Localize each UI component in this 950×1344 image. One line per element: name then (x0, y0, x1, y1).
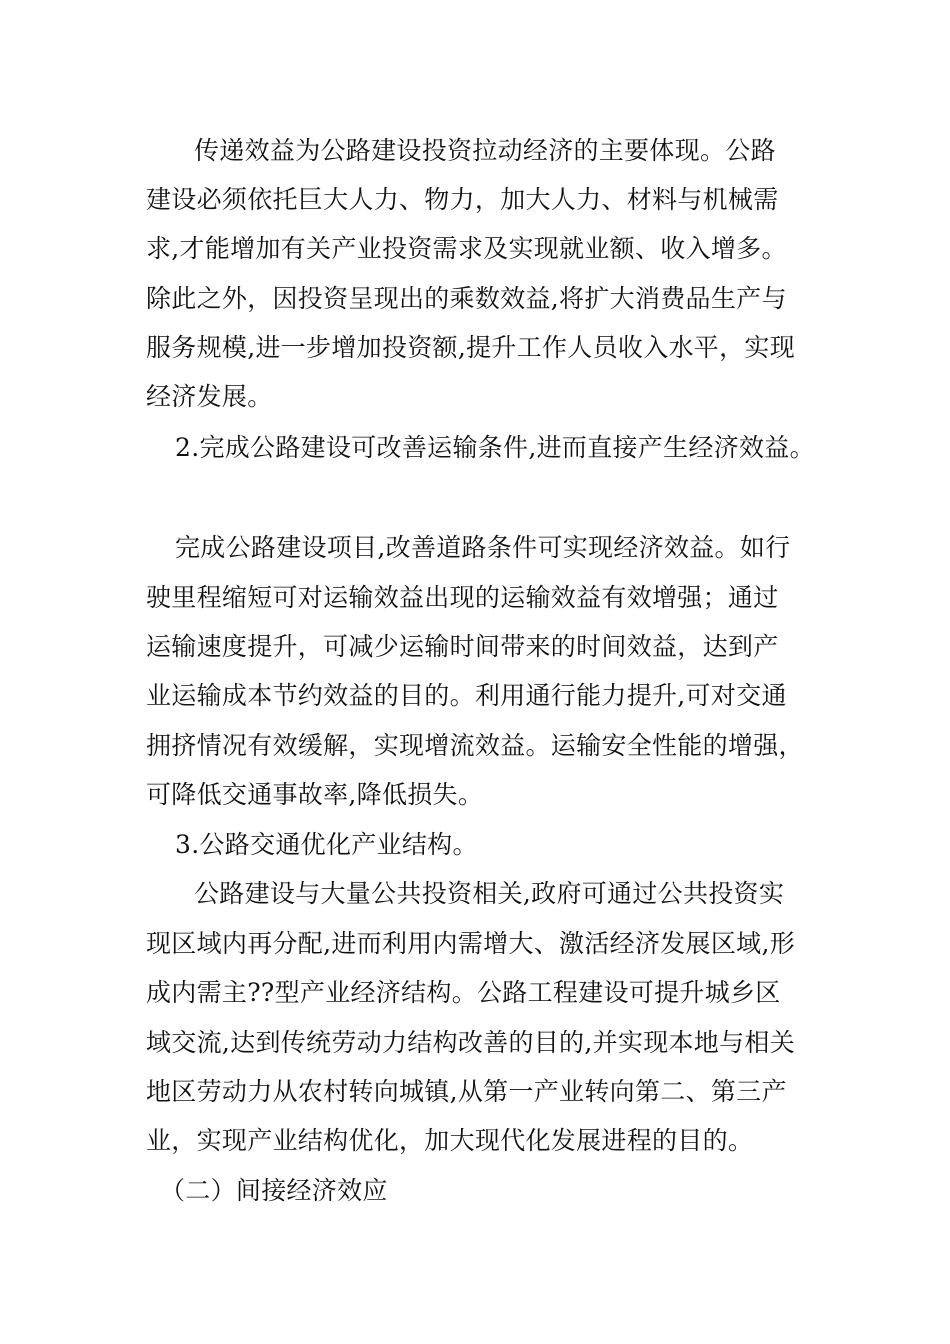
paragraph-line: 完成公路建设项目,改善道路条件可实现经济效益。如行 (175, 533, 791, 562)
section-heading: 3.公路交通优化产业结构。 (175, 830, 478, 859)
paragraph-line: 地区劳动力从农村转向城镇,从第一产业转向第二、第三产 (146, 1077, 787, 1106)
paragraph-line: 公路建设与大量公共投资相关,政府可通过公共投资实 (194, 879, 785, 908)
paragraph-line: 运输速度提升，可减少运输时间带来的时间效益，达到产 (146, 632, 779, 661)
paragraph-line: 驶里程缩短可对运输效益出现的运输效益有效增强；通过 (146, 583, 779, 612)
paragraph-line: 成内需主??型产业经济结构。公路工程建设可提升城乡区 (146, 978, 781, 1007)
paragraph-line: 业，实现产业结构优化，加大现代化发展进程的目的。 (146, 1126, 754, 1155)
paragraph-line: 除此之外，因投资呈现出的乘数效益,将扩大消费品生产与 (146, 284, 787, 313)
paragraph-line: 域交流,达到传统劳动力结构改善的目的,并实现本地与相关 (146, 1028, 795, 1057)
paragraph-line: 业运输成本节约效益的目的。利用通行能力提升,可对交通 (146, 681, 787, 710)
paragraph-line: 拥挤情况有效缓解，实现增流效益。运输安全性能的增强， (146, 731, 804, 760)
section-heading: （二）间接经济效应 (160, 1176, 388, 1205)
section-heading: 2.完成公路建设可改善运输条件,进而直接产生经济效益。 (175, 433, 815, 462)
paragraph-line: 求,才能增加有关产业投资需求及实现就业额、收入增多。 (146, 234, 787, 263)
paragraph-line: 现区域内再分配,进而利用内需增大、激活经济发展区域,形 (146, 929, 795, 958)
paragraph-line: 建设必须依托巨大人力、物力，加大人力、材料与机械需 (146, 185, 779, 214)
paragraph-line: 可降低交通事故率,降低损失。 (146, 780, 484, 809)
paragraph-line: 传递效益为公路建设投资拉动经济的主要体现。公路 (194, 136, 776, 165)
paragraph-line: 经济发展。 (146, 382, 273, 411)
paragraph-line: 服务规模,进一步增加投资额,提升工作人员收入水平，实现 (146, 333, 795, 362)
